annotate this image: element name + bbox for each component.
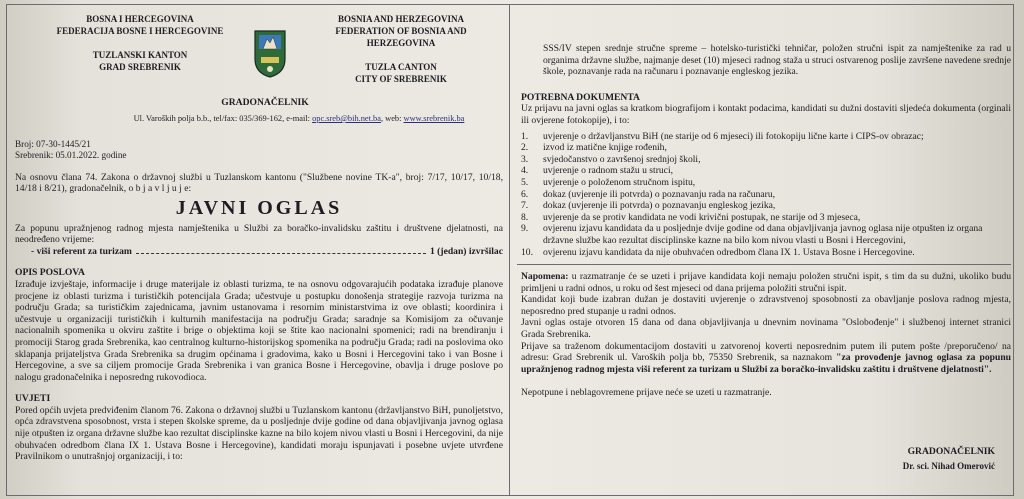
list-item: 9. ovjerenu izjavu kandidata da u posljednje dvije godine od dana objavljivanja javnog oglasa nije otpušten iz organa državne službe kao rezultat disciplinske kazne na bilo kom nivou vlasti u Bosni i Hercegovini,	[521, 223, 983, 246]
reference-date: Srebrenik: 05.01.2022. godine	[15, 150, 127, 161]
leader-line	[136, 246, 426, 255]
vacancy-text: Za popunu upražnjenog radnog mjesta namještenika u Službi za boračko-invalidsku zaštitu i društvene djelatnosti, na neodređeno vrijeme:	[15, 222, 503, 246]
left-column	[15, 5, 510, 495]
legal-intro: Na osnovu člana 74. Zakona o državnoj službi u Tuzlanskom kantonu ("Službene novine TK-a", broj: 7/17, 10/17, 10/18, 14/18 i 8/21), gradonačelnik, o b j a v l j u j e:	[15, 171, 503, 195]
city-name-en: CITY OF SREBRENIK	[355, 74, 447, 84]
list-item: 7. dokaz (uvjerenje ili potvrda) o poznavanju engleskog jezika,	[521, 200, 776, 212]
federation-name-bs: FEDERACIJA BOSNE I HERCEGOVINE	[56, 26, 224, 36]
position-count: 1 (jedan) izvršilac	[429, 245, 503, 257]
note-label: Napomena:	[521, 271, 569, 283]
email-link[interactable]: opc.sreb@bih.net.ba	[312, 114, 381, 123]
position-name: - viši referent za turizam	[31, 245, 132, 257]
signature-name: Dr. sci. Nihad Omerović	[902, 461, 995, 472]
duties-text: Izrađuje izvještaje, informacije i druge materijale iz oblasti turizma, te na osnovu odgovarajućih podataka izrađuje planove procjene iz oblasti turizma i turističkih potencijala Grada; učestvuje u postupku donošenja strategije razvoja turizma na području Grada; sa turističkim zajednicama, javnim ustanovama i resornim ministarstvima iz ove oblasti; koordinira i učestvuje u organizaciji turističkih i kulturnih manifestacija na području Grada; saradnje sa Komisijom za očuvanje nacionalnih spomenika u okviru zaštite i brige o objektima koji se štite kao nacionalni spomenici; radi na brendiranju i promociji Starog grada Srebrenika, kao centralnog kulturno-historijskog spomenika na području Grada; radi na poslovima oko sklapanja prijateljstva Grada Srebrenika sa drugim općinama i gradovima, kako u Bosni i Hercegovini tako i van Bosne i Hercegovine, a sve sa ciljem promocije Grada Srebrenika i van granica Bosne i Hercegovine, obavlja i druge poslove po nalogu gradonačelnika i neposredng rukovodioca.	[15, 278, 503, 383]
letterhead-right	[311, 13, 491, 85]
canton-name-bs: TUZLANSKI KANTON	[92, 50, 188, 60]
list-item: 5. uvjerenje o položenom stručnom ispitu,	[521, 176, 696, 188]
list-item: 4. uvjerenje o radnom stažu u struci,	[521, 165, 674, 177]
list-item: 10. ovjerenu izjavu kandidata da nije obuhvaćen odredbom člana IX 1. Ustava Bosne i Hercegovine.	[521, 246, 915, 258]
documents-list	[521, 131, 1011, 259]
federation-name-en: FEDERATION OF BOSNIA AND HERZEGOVINA	[335, 26, 467, 48]
reference-number: Broj: 07-30-1445/21	[15, 138, 91, 149]
list-item: 8. uvjerenje da se protiv kandidata ne vodi krivični postupak, ne starije od 3 mjeseca,	[521, 211, 861, 223]
divider	[517, 264, 1011, 265]
contact-line: Ul. Varoških polja b.b., tel/fax: 035/369-162, e-mail: opc.sreb@bih.net.ba, web: www.srebrenik.ba	[133, 114, 465, 123]
country-name-bs: BOSNA I HERCEGOVINA	[86, 14, 194, 24]
duties-heading: OPIS POSLOVA	[15, 267, 85, 279]
list-item: 3. svjedočanstvo o završenoj srednjoj školi,	[521, 153, 701, 165]
deadline-note: Javni oglas ostaje otvoren 15 dana od dana objavljivanja u dnevnim novinama "Oslobođenje" i službenoj internet stranici Grada Srebrenika.	[521, 317, 1011, 341]
srebrenik-coat-of-arms-icon	[253, 29, 287, 79]
list-item: 2. izvod iz matične knjige rođenih,	[521, 142, 667, 154]
letterhead-left	[55, 13, 225, 73]
conditions-heading: UVJETI	[15, 393, 51, 405]
incomplete-note: Nepotpune i neblagovremene prijave neće se uzeti u razmatranje.	[521, 387, 772, 399]
letterhead	[15, 5, 503, 115]
special-conditions: SSS/IV stepen srednje stručne spreme – hotelsko-turistički tehničar, položen stručni ispit za namještenike za rad u organima državne službe, najmanje deset (10) mjeseci radnog staža u struci ostvarenog poslije završene navedene srednje škole, poznavanje rada na računaru i poznavanje engleskog jezika.	[543, 43, 1011, 78]
position-row	[15, 246, 503, 258]
announcement-title: JAVNI OGLAS	[175, 196, 343, 219]
note-paragraph: Napomena: u razmatranje će se uzeti i prijave kandidata koji nemaju položen stručni ispit, s tim da su dužni, ukoliko budu primljeni u radni odnos, u roku od šest mjeseci od dana prijema položiti stručni ispit.	[521, 271, 1011, 294]
list-item: 6. dokaz (uvjerenje ili potvrda) o poznavanju rada na računaru,	[521, 188, 776, 200]
documents-heading: POTREBNA DOKUMENTA	[521, 91, 640, 103]
health-certificate-note: Kandidat koji bude izabran dužan je dostaviti uvjerenje o zdravstvenoj sposobnosti za obavljanje poslova radnog mjesta, neposredno pred stupanje u radni odnos.	[521, 294, 1011, 317]
ad-frame	[6, 4, 1014, 496]
signature-block	[903, 446, 995, 473]
office-title: GRADONAČELNIK	[221, 97, 309, 108]
canton-name-en: TUZLA CANTON	[365, 62, 437, 72]
city-name-bs: GRAD SREBRENIK	[99, 62, 181, 72]
website-link[interactable]: www.srebrenik.ba	[403, 114, 465, 123]
conditions-text: Pored općih uvjeta predviđenim članom 76. Zakona o državnoj službi u Tuzlanskom kantonu (državljanstvo BiH, punoljetstvo, opća zdravstvena sposobnost, vrsta i stepen školske spreme, da u posljednje dvije godine od dana objavljivanja javnog oglasa nije otpušten iz organa državne službe kao rezultat disciplinske kazne na bilo kojem nivou vlasti u Bosni i Hercegovini, da nije obuhvaćen odredbom člana IX 1. Ustava Bosne i Hercegovine), kandidati moraju ispunjavati i posebne uvjete utvrđene Pravilnikom o unutrašnjoj organizaciji, i to:	[15, 404, 503, 463]
submission-note: Prijave sa traženom dokumentacijom dostaviti u zatvorenoj koverti neposrednim putem ili putem pošte /preporučeno/ na adresu: Grad Srebrenik ul. Varoških polja bb, 75350 Srebrenik, sa naznakom "za provođenje javnog oglasa za popunu upražnjenog radnog mjesta viši referent za turizam u Službi za boračko-invalidsku zaštitu i društvene djelatnosti".	[521, 340, 1011, 375]
country-name-en: BOSNIA AND HERZEGOVINA	[337, 14, 465, 24]
right-column	[517, 5, 1011, 495]
reference-block	[15, 139, 503, 162]
documents-intro: Uz prijavu na javni oglas sa kratkom biografijom i kontakt podacima, kandidati su dužni dostaviti sljedeća dokumenta (orginali ili ovjerene fotokopije), i to:	[521, 103, 1011, 126]
signature-title: GRADONAČELNIK	[907, 445, 995, 457]
list-item: 1. uvjerenje o državljanstvu BiH (ne starije od 6 mjeseci) ili fotokopiju lične karte i CIPS-ov obrazac;	[521, 130, 924, 142]
